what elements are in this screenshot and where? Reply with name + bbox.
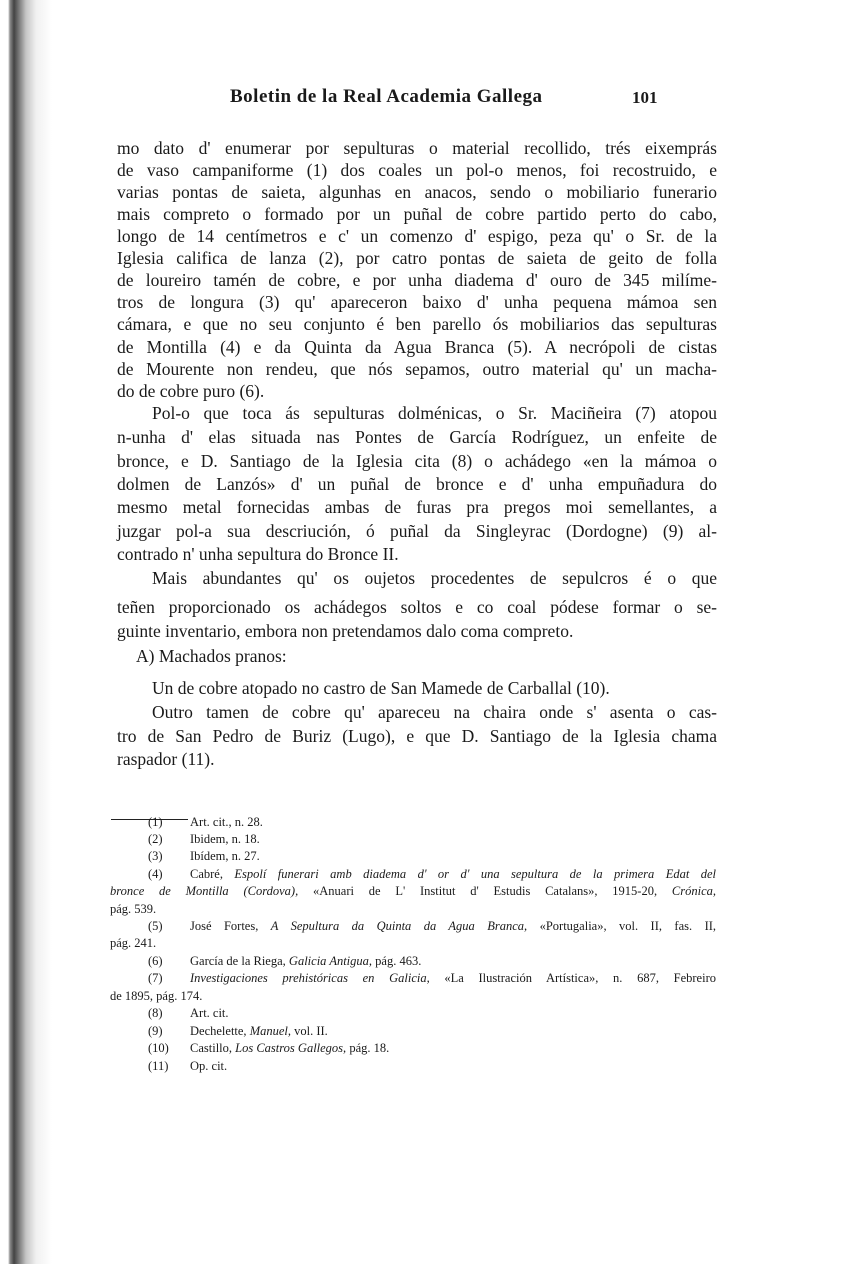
body-line: dolmen de Lanzós» d' un puñal de bronce e d' unha empuñadura do — [117, 474, 717, 494]
footnote-text — [190, 848, 716, 864]
body-line: contrado n' unha sepultura do Bronce II. — [117, 544, 399, 564]
citation-text: Cabré, — [190, 867, 235, 881]
footnote-text — [190, 918, 716, 934]
footnote-number: (3) — [148, 849, 163, 863]
footnote-number: (6) — [148, 954, 163, 968]
body-line: cámara, e que no seu conjunto é ben parello ós mobiliarios das sepulturas — [117, 314, 717, 334]
citation-text: de 1895, pág. 174. — [110, 989, 203, 1003]
citation-text: «Anuari de L' Institut d' Estudis Catalans», 1915-20, — [298, 884, 672, 898]
footnote-number: (4) — [148, 867, 163, 881]
citation-title: bronce de Montilla (Cordova), — [110, 884, 299, 898]
citation-text: «Portugalia», vol. II, fas. II, — [527, 919, 717, 933]
citation-text: García de la Riega, — [190, 954, 289, 968]
citation-text: «La Ilustración Artística», n. 687, Febreiro — [429, 971, 716, 985]
footnote-text — [190, 1023, 716, 1039]
footnote-text — [190, 1040, 716, 1056]
footnote-line — [110, 988, 716, 1004]
footnote-number: (1) — [148, 815, 163, 829]
footnote-text — [190, 831, 716, 847]
citation-text: pág. 241. — [110, 936, 157, 950]
footnote-number: (5) — [148, 919, 163, 933]
body-line: varias pontas de saieta, algunhas en anacos, sendo o mobiliario funerario — [117, 182, 717, 202]
body-line: tro de San Pedro de Buriz (Lugo), e que D. Santiago de la Iglesia chama — [117, 726, 717, 746]
footnote-number: (2) — [148, 832, 163, 846]
body-line: Outro tamen de cobre qu' apareceu na chaira onde s' asenta o cas- — [152, 702, 717, 722]
body-line: juzgar pol-a sua descriución, ó puñal da Singleyrac (Dordogne) (9) al- — [117, 521, 717, 541]
citation-title: Los Castros Gallegos, — [235, 1041, 347, 1055]
footnote-number: (11) — [148, 1059, 169, 1073]
body-line: n-unha d' elas situada nas Pontes de García Rodríguez, un enfeite de — [117, 427, 717, 447]
citation-text: Dechelette, — [190, 1024, 250, 1038]
footnote-number: (9) — [148, 1024, 163, 1038]
footnote-text — [190, 953, 716, 969]
citation-text: pág. 463. — [372, 954, 422, 968]
citation-text: Ibidem, n. 18. — [190, 832, 260, 846]
footnote-text — [190, 866, 716, 882]
body-line: longo de 14 centímetros e c' un comenzo d' espigo, peza qu' o Sr. de la — [117, 226, 717, 246]
citation-text: Art. cit. — [190, 1006, 229, 1020]
body-line: A) Machados pranos: — [136, 646, 287, 666]
body-line: de Montilla (4) e da Quinta da Agua Branca (5). A necrópoli de cistas — [117, 337, 717, 357]
footnote-number: (10) — [148, 1041, 169, 1055]
footnote-line — [110, 935, 716, 951]
body-line: raspador (11). — [117, 749, 215, 769]
footnote-line — [110, 901, 716, 917]
citation-text: pág. 18. — [346, 1041, 390, 1055]
book-binding-edge — [0, 0, 52, 1264]
body-line: de loureiro tamén de cobre, e por unha diadema d' ouro de 345 milíme- — [117, 270, 717, 290]
citation-title: A Sepultura da Quinta da Agua Branca, — [270, 919, 528, 933]
footnote-text — [190, 1058, 716, 1074]
body-line: Un de cobre atopado no castro de San Mamede de Carballal (10). — [152, 678, 610, 698]
body-line: de Mourente non rendeu, que nós sepamos, outro material qu' un macha- — [117, 359, 717, 379]
running-header-title: Boletin de la Real Academia Gallega — [230, 86, 543, 107]
body-line: guinte inventario, embora non pretendamos dalo coma compreto. — [117, 621, 574, 641]
body-line: Iglesia califica de lanza (2), por catro pontas de saieta de geito de folla — [117, 248, 717, 268]
citation-title: Investigaciones prehistóricas en Galicia, — [190, 971, 430, 985]
citation-title: Espolí funerari amb diadema d' or d' una sepultura de la primera Edat del — [234, 867, 716, 881]
citation-title: Crónica, — [671, 884, 716, 898]
body-line: Pol-o que toca ás sepulturas dolménicas, o Sr. Maciñeira (7) atopou — [152, 403, 717, 423]
footnote-number: (7) — [148, 971, 163, 985]
body-line: mais compreto o formado por un puñal de cobre partido perto do cabo, — [117, 204, 717, 224]
body-line: do de cobre puro (6). — [117, 381, 265, 401]
citation-title: Manuel, — [249, 1024, 291, 1038]
citation-text: pág. 539. — [110, 902, 157, 916]
citation-text: vol. II. — [291, 1024, 328, 1038]
footnote-line — [110, 883, 716, 899]
citation-text: Op. cit. — [190, 1059, 228, 1073]
body-line: tros de longura (3) qu' apareceron baixo d' unha pequena mámoa sen — [117, 292, 717, 312]
body-line: teñen proporcionado os achádegos soltos e co coal pódese formar o se- — [117, 597, 717, 617]
page-number: 101 — [632, 88, 658, 107]
citation-title: Galicia Antigua, — [288, 954, 373, 968]
body-line: mo dato d' enumerar por sepulturas o material recollido, trés eixemprás — [117, 138, 717, 158]
footnote-text — [190, 970, 716, 986]
body-line: mesmo metal fornecidas ambas de furas pra pregos moi semellantes, a — [117, 497, 717, 517]
footnote-number: (8) — [148, 1006, 163, 1020]
citation-text: Ibídem, n. 27. — [190, 849, 260, 863]
body-line: bronce, e D. Santiago de la Iglesia cita (8) o achádego «en la mámoa o — [117, 451, 717, 471]
footnote-text — [190, 1005, 716, 1021]
footnote-text — [190, 814, 716, 830]
citation-text: José Fortes, — [190, 919, 271, 933]
citation-text: Castillo, — [190, 1041, 236, 1055]
body-line: Mais abundantes qu' os oujetos procedentes de sepulcros é o que — [152, 568, 717, 588]
citation-text: Art. cit., n. 28. — [190, 815, 263, 829]
body-line: de vaso campaniforme (1) dos coales un pol-o menos, foi recostruido, e — [117, 160, 717, 180]
